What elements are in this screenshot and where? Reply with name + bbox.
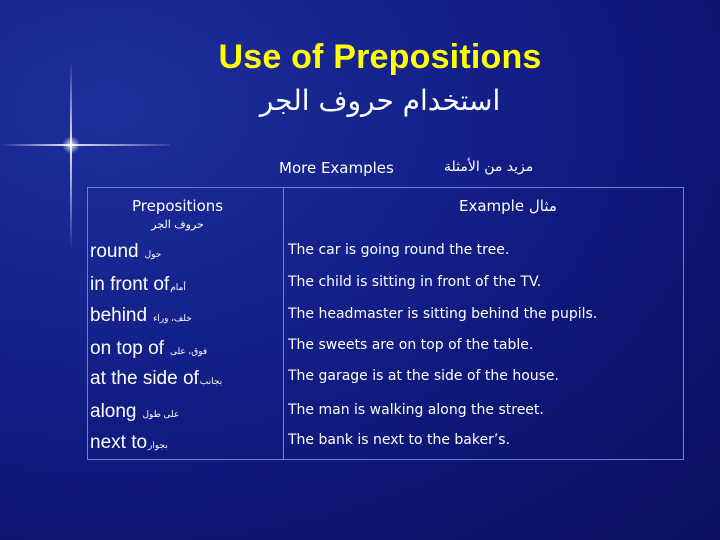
preposition-en: next to [90, 432, 148, 453]
preposition-ar: خلف، وراء [153, 313, 192, 323]
example-at-the-side-of: The garage is at the side of the house. [288, 368, 559, 384]
example-in-front-of: The child is sitting in front of the TV. [288, 274, 542, 290]
column-header-example-en: Example [459, 197, 525, 215]
example-round: The car is going round the tree. [288, 242, 510, 258]
preposition-ar: بجانب [199, 376, 223, 386]
column-divider [283, 187, 284, 459]
preposition-next-to [90, 432, 168, 454]
light-flare-horizontal [0, 144, 170, 146]
preposition-en: at the side of [90, 368, 199, 389]
preposition-on-top-of [90, 338, 207, 360]
preposition-en: along [90, 401, 137, 422]
preposition-en: on top of [90, 338, 164, 359]
preposition-along [90, 401, 179, 423]
slide-subtitle-arabic: استخدام حروف الجر [259, 84, 501, 117]
example-along: The man is walking along the street. [288, 402, 544, 418]
column-header-example [459, 197, 557, 215]
column-header-prepositions-ar: حروف الجر [151, 218, 204, 231]
example-behind: The headmaster is sitting behind the pupils. [288, 306, 598, 322]
column-header-example-ar: مثال [528, 197, 557, 215]
light-flare-core [62, 136, 80, 154]
column-header-prepositions [132, 198, 223, 233]
preposition-round [90, 241, 161, 263]
preposition-ar: أمام [170, 282, 186, 292]
example-on-top-of: The sweets are on top of the table. [288, 337, 534, 353]
slide-title: Use of Prepositions [218, 38, 542, 76]
preposition-at-the-side-of [90, 368, 222, 390]
example-next-to: The bank is next to the baker’s. [288, 432, 511, 448]
preposition-behind [90, 305, 192, 327]
preposition-ar: حول [144, 249, 162, 259]
preposition-ar: بجوار [148, 440, 168, 450]
preposition-ar: فوق، على [169, 346, 208, 356]
preposition-en: round [90, 241, 139, 262]
more-examples-label-arabic: مزيد من الأمثلة [444, 159, 534, 175]
preposition-en: behind [90, 305, 148, 326]
column-header-prepositions-en: Prepositions [132, 197, 224, 215]
preposition-ar: على طول [142, 409, 180, 419]
preposition-in-front-of [90, 274, 186, 296]
preposition-en: in front of [90, 274, 170, 295]
more-examples-label: More Examples [279, 159, 394, 177]
